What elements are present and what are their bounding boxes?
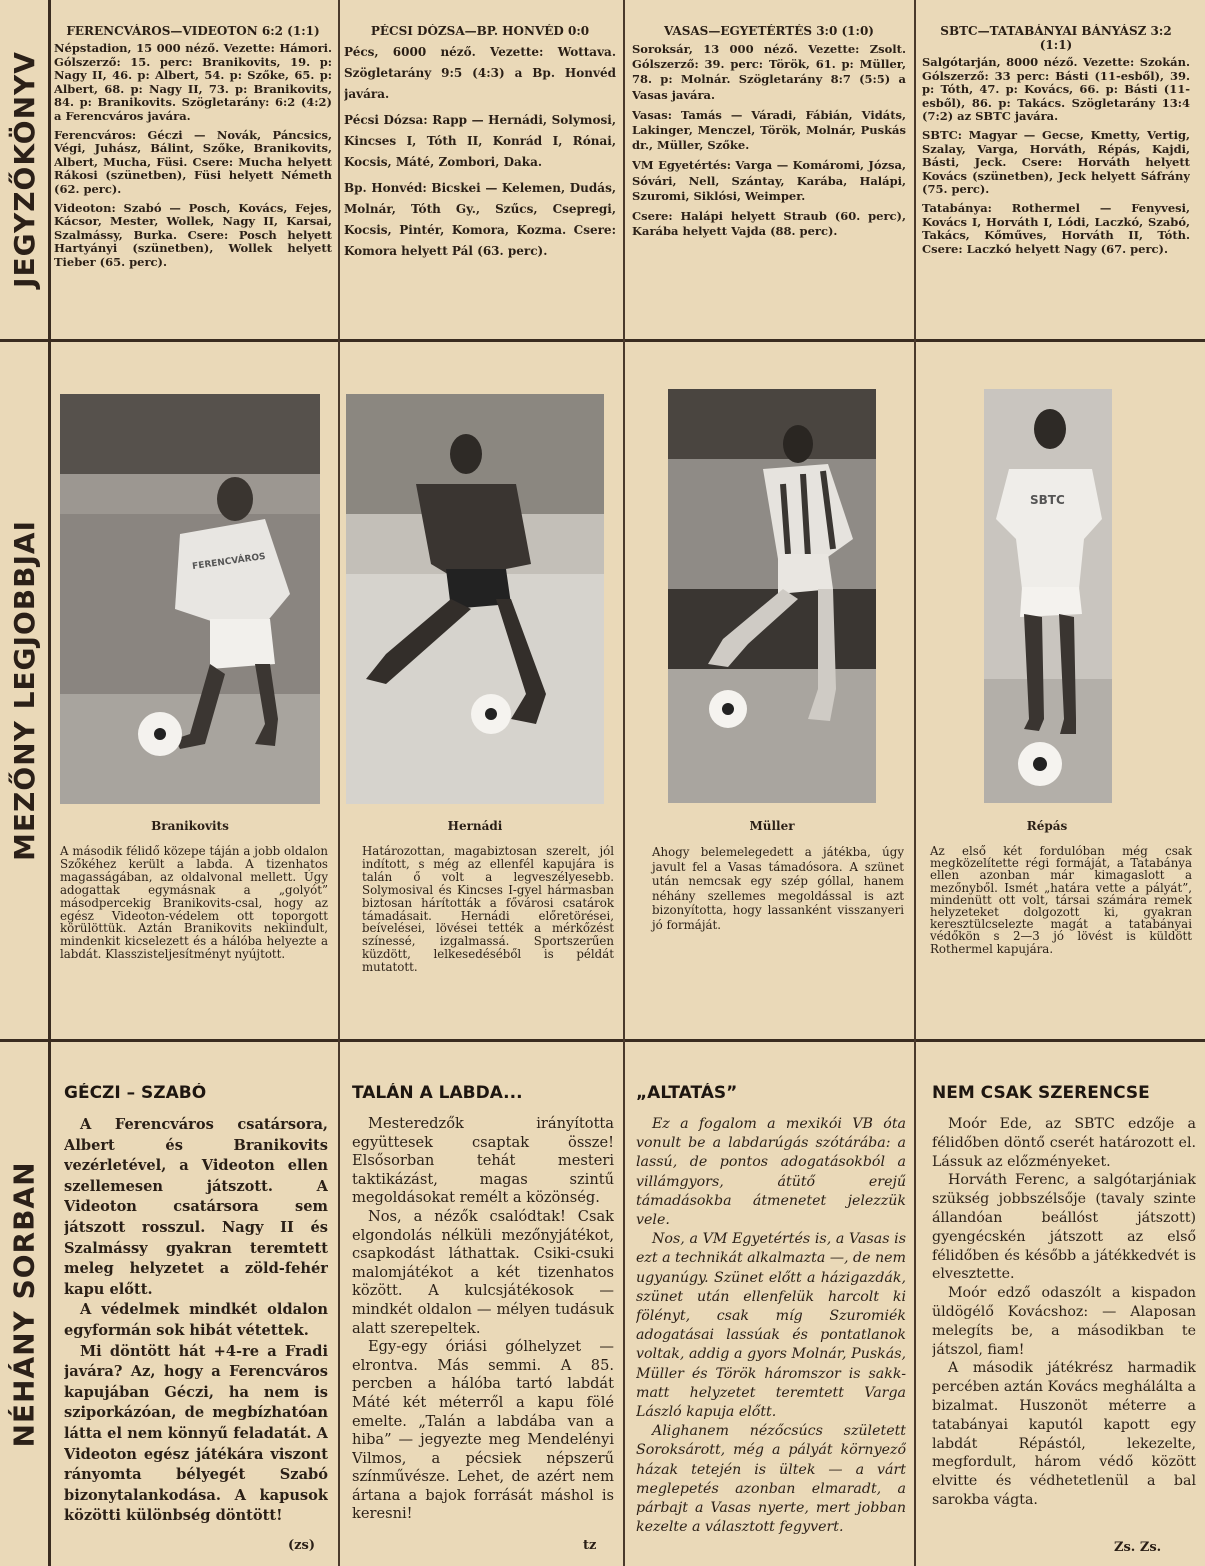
article-body — [352, 1115, 614, 1524]
article-paragraph: Ez a fogalom a mexikói VB óta vonult be a labdarúgás szótárába: a lassú, de pontos adogatásokból a villámgyors, átütő erejű támadásokba átmenetet jelezzük vele. — [636, 1116, 906, 1229]
article-body — [932, 1115, 1196, 1510]
report-paragraph: VM Egyetértés: Varga — Komáromi, Józsa, Sóvári, Nell, Szántay, Karába, Halápi, Szuromi, Siklósi, Weimper. — [632, 158, 906, 203]
player-name: Müller — [749, 819, 795, 833]
report-title: VASAS—EGYETÉRTÉS 3:0 (1:0) — [664, 24, 874, 38]
section-label-text: NÉHÁNY SORBAN — [7, 1160, 41, 1448]
report-paragraph: Pécs, 6000 néző. Vezette: Wottava. Szögletarány 9:5 (4:3) a Bp. Honvéd javára. — [344, 45, 616, 101]
report-paragraph: Népstadion, 15 000 néző. Vezette: Hámori. Gólszerző: 15. perc: Branikovits, 19. p: Nagy II, 46. p: Albert, 54. p: Szőke, 65. p: Albert, 68. p: Nagy II, 73. p: Branikovits, 84. p: Branikovits. Szögletarány: 6:2 (4:2) a Ferencváros javára. — [54, 41, 332, 123]
article-paragraph: Egy-egy óriási gólhelyzet — elrontva. Más semmi. A 85. percben a hálóba tartó labdát Máté két méterről a kapu fölé emelte. „Talán a labdába van a hiba” — jegyezte meg Mendelényi Vilmos, a pécsiek népszerű színművésze. Lehet, de azért nem ártana a bajok forrását máshol is keresni! — [352, 1338, 614, 1523]
match-report-4 — [922, 24, 1190, 334]
article-signature: tz — [583, 1538, 597, 1553]
section-label-lines — [0, 1042, 51, 1566]
player-name: Répás — [1026, 819, 1068, 833]
player-description: Ahogy belemelegedett a játékba, úgy javult fel a Vasas támadósora. A szünet után nemcsak egy szép góllal, hanem néhány szellemes megoldással is azt bizonyította, hogy lassanként visszanyeri jó formáját. — [652, 845, 904, 932]
section-label-report — [0, 0, 51, 339]
report-paragraph: Pécsi Dózsa: Rapp — Hernádi, Solymosi, Kincses I, Tóth II, Konrád I, Rónai, Kocsis, Máté, Zombori, Daka. — [344, 113, 616, 169]
divider — [914, 0, 916, 1566]
player-description: Az első két fordulóban még csak megközelítette régi formáját, a Tatabánya ellen azonban már kimagaslott a mezőnyből. Ismét „határa vette a pályát”, mindenütt ott volt, társai számára remek helyzeteket dolgozott ki, gyakran keresztülcselezte magát a tatabányai védőkön s 2—3 jó lövést is küldött Rothermel kapujára. — [930, 844, 1192, 956]
article-headline: GÉCZI – SZABÓ — [64, 1083, 207, 1103]
article-paragraph: Nos, a nézők csalódtak! Csak elgondolás nélküli mezőnyjátékot, csapkodást láthattak. Csiki-csuki malomjátékot a két tizenhatos között. A kulcsjátékosok — mindkét oldalon — mélyen tudásuk alatt szerepeltek. — [352, 1207, 614, 1337]
article-paragraph: Mesteredzők irányította együttesek csaptak össze! Elsősorban tehát mesteri taktikázást, magas szintű megoldásokat remélt a közönség. — [352, 1115, 614, 1207]
article-paragraph: Moór Ede, az SBTC edzője a félidőben döntő cserét határozott el. Lássuk az előzményeket. — [932, 1116, 1196, 1170]
article-altatas — [636, 1083, 906, 1558]
article-paragraph: Horváth Ferenc, a salgótarjániak szükség jobbszélsője (tavaly szinte állandóan beállóst játszott) gyengécskén játszott az első félidőben és később a játékkedvét is elvesztette. — [932, 1172, 1196, 1283]
report-paragraph: Videoton: Szabó — Posch, Kovács, Fejes, Kácsor, Mester, Wollek, Nagy II, Karsai, Szalmássy, Burka. Csere: Posch helyett Hartyányi (szünetben), Wollek helyett Tieber (65. perc). — [54, 200, 332, 269]
article-body — [636, 1115, 906, 1537]
match-report-1 — [54, 24, 332, 334]
report-paragraph: Bp. Honvéd: Bicskei — Kelemen, Dudás, Molnár, Tóth Gy., Szűcs, Csepregi, Kocsis, Pintér, Komora, Kozma. Csere: Komora helyett Pál (63. perc). — [344, 181, 616, 258]
report-paragraph: Soroksár, 13 000 néző. Vezette: Zsolt. Gólszerző: 39. perc: Török, 61. p: Müller, 78. p: Molnár. Szögletarány 8:7 (5:5) a Vasas javára. — [632, 42, 906, 102]
report-title: PÉCSI DÓZSA—BP. HONVÉD 0:0 — [370, 24, 590, 38]
match-report-2 — [344, 24, 616, 334]
section-label-text: MEZŐNY LEGJOBBJAI — [7, 520, 41, 861]
player-description: A második félidő közepe táján a jobb oldalon Szőkéhez került a labda. A tizenhatos magasságában, az oldalvonal mellett. Úgy adogattak egymásnak a „golyót” másodpercekig Branikovits-csal, hogy az egész Videoton-védelem ott toporgott körülöttük. Aztán Branikovits nekiindult, mindenkit kicselezett és a hálóba helyezte a labdát. Klasszisteljesítményt nyújtott. — [60, 844, 328, 962]
report-title: FERENCVÁROS—VIDEOTON 6:2 (1:1) — [66, 24, 320, 38]
player-photo-muller — [668, 389, 876, 803]
article-headline: TALÁN A LABDA... — [352, 1083, 523, 1103]
divider — [0, 1039, 1205, 1042]
section-label-best — [0, 342, 51, 1039]
article-geczi-szabo — [64, 1083, 328, 1558]
jersey-text: FERENCVÁROS — [191, 551, 267, 573]
match-report-3 — [632, 24, 906, 334]
article-paragraph: Mi döntött hát +4-re a Fradi javára? Az, hogy a Ferencváros kapujában Géczi, ha nem is sziporkázóan, de megbízhatóan látta el nem könnyű feladatát. A Videoton egész játékára viszont rányomta bélyegét Szabó bizonytalankodása. A kapusok közötti különbség döntött! — [64, 1342, 328, 1525]
article-body — [64, 1115, 328, 1527]
article-paragraph: Moór edző odaszólt a kispadon üldögélő Kovácshoz: — Alaposan melegíts be, a másodikban te játszol, fiam! — [932, 1285, 1196, 1358]
player-description: Határozottan, magabiztosan szerelt, jól indított, s még az ellenfél kapujára is talán ő volt a legveszélyesebb. Solymosival és Kincses I-gyel hármasban biztosan hárították a fővárosi csatárok támadásait. Hernádi előretörései, beívelései, lövései tették a mérkőzést színessé, izgalmassá. Sportszerűen küzdött, lelkesedéséből is példát mutatott. — [362, 844, 614, 975]
player-name: Hernádi — [447, 819, 503, 833]
article-talan-a-labda — [352, 1083, 614, 1558]
player-photo-hernadi — [346, 394, 604, 804]
report-paragraph: SBTC: Magyar — Gecse, Kmetty, Vertig, Szalay, Varga, Horváth, Répás, Kajdi, Básti, Jeck. Csere: Horváth helyett Kovács (szünetben), Jeck helyett Sáfrány (75. perc). — [922, 127, 1190, 197]
article-headline: NEM CSAK SZERENCSE — [932, 1083, 1150, 1103]
report-paragraph: Ferencváros: Géczi — Novák, Páncsics, Végi, Juhász, Bálint, Szőke, Branikovits, Albert, Mucha, Füsi. Csere: Mucha helyett Rákosi (szünetben), Füsi helyett Németh (62. perc). — [54, 127, 332, 196]
divider — [338, 0, 340, 1566]
player-photo-branikovits — [60, 394, 320, 804]
divider — [0, 339, 1205, 342]
article-paragraph: Nos, a VM Egyetértés is, a Vasas is ezt a technikát alkalmazta —, de nem ugyanúgy. Szünet előtt a házigazdák, szünet után ellenfelük harcolt ki fölényt, csak míg Szuromiék adogatásai lassúak és pontatlanok voltak, addig a gyors Molnár, Puskás, Müller és Török háromszor is sakk-matt helyzetet teremtett Varga László kapuja előtt. — [636, 1231, 906, 1421]
article-signature: Zs. Zs. — [1114, 1540, 1162, 1555]
player-photo-repas — [984, 389, 1112, 803]
report-title: SBTC—TATABÁNYAI BÁNYÁSZ 3:2 (1:1) — [940, 24, 1172, 52]
article-signature: (zs) — [288, 1538, 316, 1553]
article-nem-csak-szerencse — [932, 1083, 1196, 1543]
article-paragraph: Alighanem nézőcsúcs született Soroksárott, még a pályát környező házak tetején is ültek — a várt meglepetés azonban elmaradt, a párbajt a Vasas nyerte, mert jobban kezelte a választott fegyvert. — [636, 1423, 906, 1536]
report-paragraph: Salgótarján, 8000 néző. Vezette: Szokán. Gólszerző: 33 perc: Básti (11-esből), 39. p: Tóth, 47. p: Kovács, 66. p: Básti (11-esből), 86. p: Takács. Szögletarány 13:4 (7:2) az SBTC javára. — [922, 55, 1190, 124]
divider — [623, 0, 625, 1566]
report-paragraph: Vasas: Tamás — Váradi, Fábián, Vidáts, Lakinger, Menczel, Török, Molnár, Puskás dr., Müller, Szőke. — [632, 107, 906, 153]
player-name: Branikovits — [151, 819, 229, 833]
report-paragraph: Tatabánya: Rothermel — Fenyvesi, Kovács I, Horváth I, Lódi, Laczkó, Szabó, Takács, Kőműves, Horváth II, Tóth. Csere: Laczkó helyett Nagy (67. perc). — [922, 200, 1190, 256]
section-label-text: JEGYZŐKÖNYV — [7, 51, 41, 288]
article-headline: „ALTATÁS” — [636, 1083, 738, 1103]
jersey-text: SBTC — [1030, 493, 1065, 507]
report-paragraph: Csere: Halápi helyett Straub (60. perc), Karába helyett Vajda (88. perc). — [632, 209, 906, 239]
article-paragraph: A védelmek mindkét oldalon egyformán sok hibát vétettek. — [64, 1301, 328, 1339]
article-paragraph: A második játékrész harmadik percében aztán Kovács meghálálta a bizalmat. Huszonöt méterre a tatabányai kaputól kapott egy labdát Répástól, lekezelte, megfordult, három védő között elvitte és védhetetlenül a bal sarokba vágta. — [932, 1360, 1196, 1508]
article-paragraph: A Ferencváros csatársora, Albert és Branikovits vezérletével, a Videoton ellen szellemesen játszott. A Videoton csatársora sem játszott rosszul. Nagy II és Szalmássy gyakran teremtett meleg helyzetet a zöld-fehér kapu előtt. — [64, 1116, 328, 1298]
